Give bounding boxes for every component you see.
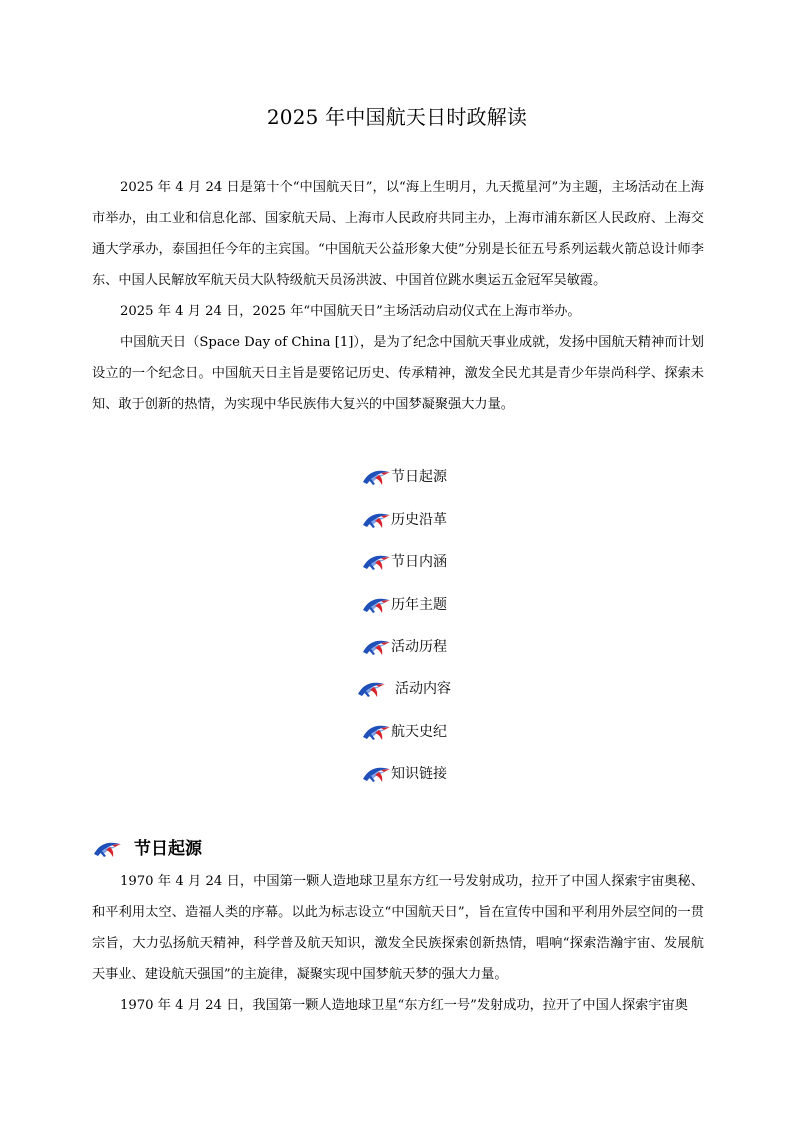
- section-paragraph: 1970 年 4 月 24 日，中国第一颗人造地球卫星东方红一号发射成功，拉开了中国人探索宇宙奥秘、和平利用太空、造福人类的序幕。以此为标志设立“中国航天日”，旨在宣传中国和平利用外层空间的一贯宗旨，大力弘扬航天精神，科学普及航天知识，激发全民族探索创新热情，唱响“探索浩瀚宇宙、发展航天事业、建设航天强国”的主旋律，凝聚实现中国梦航天梦的强大力量。: [92, 874, 704, 982]
- toc-link-history[interactable]: [361, 505, 447, 535]
- toc-label: 节日起源: [391, 469, 447, 485]
- toc-link-knowledge[interactable]: [361, 759, 447, 789]
- intro-paragraph: 2025 年 4 月 24 日，2025 年“中国航天日”主场活动启动仪式在上海市举办。: [120, 304, 581, 319]
- rocket-swoosh-icon: [361, 637, 391, 657]
- toc-label: 航天史纪: [391, 724, 447, 740]
- intro-paragraph: 中国航天日（Space Day of China [1]），是为了纪念中国航天事业成就，发扬中国航天精神而计划设立的一个纪念日。中国航天日主旨是要铭记历史、传承精神，激发全民尤其是青少年崇尚科学、探索未知、敢于创新的热情，为实现中华民族伟大复兴的中国梦凝聚强大力量。: [92, 335, 704, 412]
- section-heading: [92, 832, 704, 866]
- page-title: 2025 年中国航天日时政解读: [266, 105, 528, 129]
- toc-link-activities-history[interactable]: [361, 632, 447, 662]
- intro-paragraph: 2025 年 4 月 24 日是第十个“中国航天日”，以“海上生明月，九天揽星河”为主题，主场活动在上海市举办，由工业和信息化部、国家航天局、上海市人民政府共同主办，上海市浦东新区人民政府、上海交通大学承办，泰国担任今年的主宾国。“中国航天公益形象大使”分别是长征五号系列运载火箭总设计师李东、中国人民解放军航天员大队特级航天员汤洪波、中国首位跳水奥运五金冠军吴敏霞。: [92, 180, 704, 288]
- rocket-swoosh-icon: [361, 510, 391, 530]
- toc-label: 历史沿革: [391, 512, 447, 528]
- toc-link-meaning[interactable]: [361, 547, 447, 577]
- rocket-swoosh-icon: [361, 552, 391, 572]
- toc-label: 历年主题: [391, 597, 447, 613]
- rocket-swoosh-icon: [361, 595, 391, 615]
- toc-link-origin[interactable]: [361, 462, 447, 492]
- section-paragraph: 1970 年 4 月 24 日，我国第一颗人造地球卫星“东方红一号”发射成功，拉开了中国人探索宇宙奥: [120, 998, 688, 1013]
- toc-label: 活动历程: [391, 639, 447, 655]
- rocket-swoosh-icon: [361, 722, 391, 742]
- rocket-swoosh-icon: [92, 839, 122, 859]
- toc-label: 知识链接: [391, 766, 447, 782]
- toc-label: 活动内容: [395, 681, 451, 697]
- rocket-swoosh-icon: [356, 679, 386, 699]
- toc-link-space-history[interactable]: [361, 717, 447, 747]
- toc-link-themes[interactable]: [361, 590, 447, 620]
- intro-section: [92, 172, 704, 420]
- section-body: [92, 866, 704, 1021]
- section-heading-text: 节日起源: [134, 839, 202, 859]
- toc-label: 节日内涵: [391, 554, 447, 570]
- rocket-swoosh-icon: [361, 764, 391, 784]
- festival-origin-section: [92, 832, 704, 1021]
- rocket-swoosh-icon: [361, 467, 391, 487]
- toc-link-activity-content[interactable]: [356, 674, 451, 704]
